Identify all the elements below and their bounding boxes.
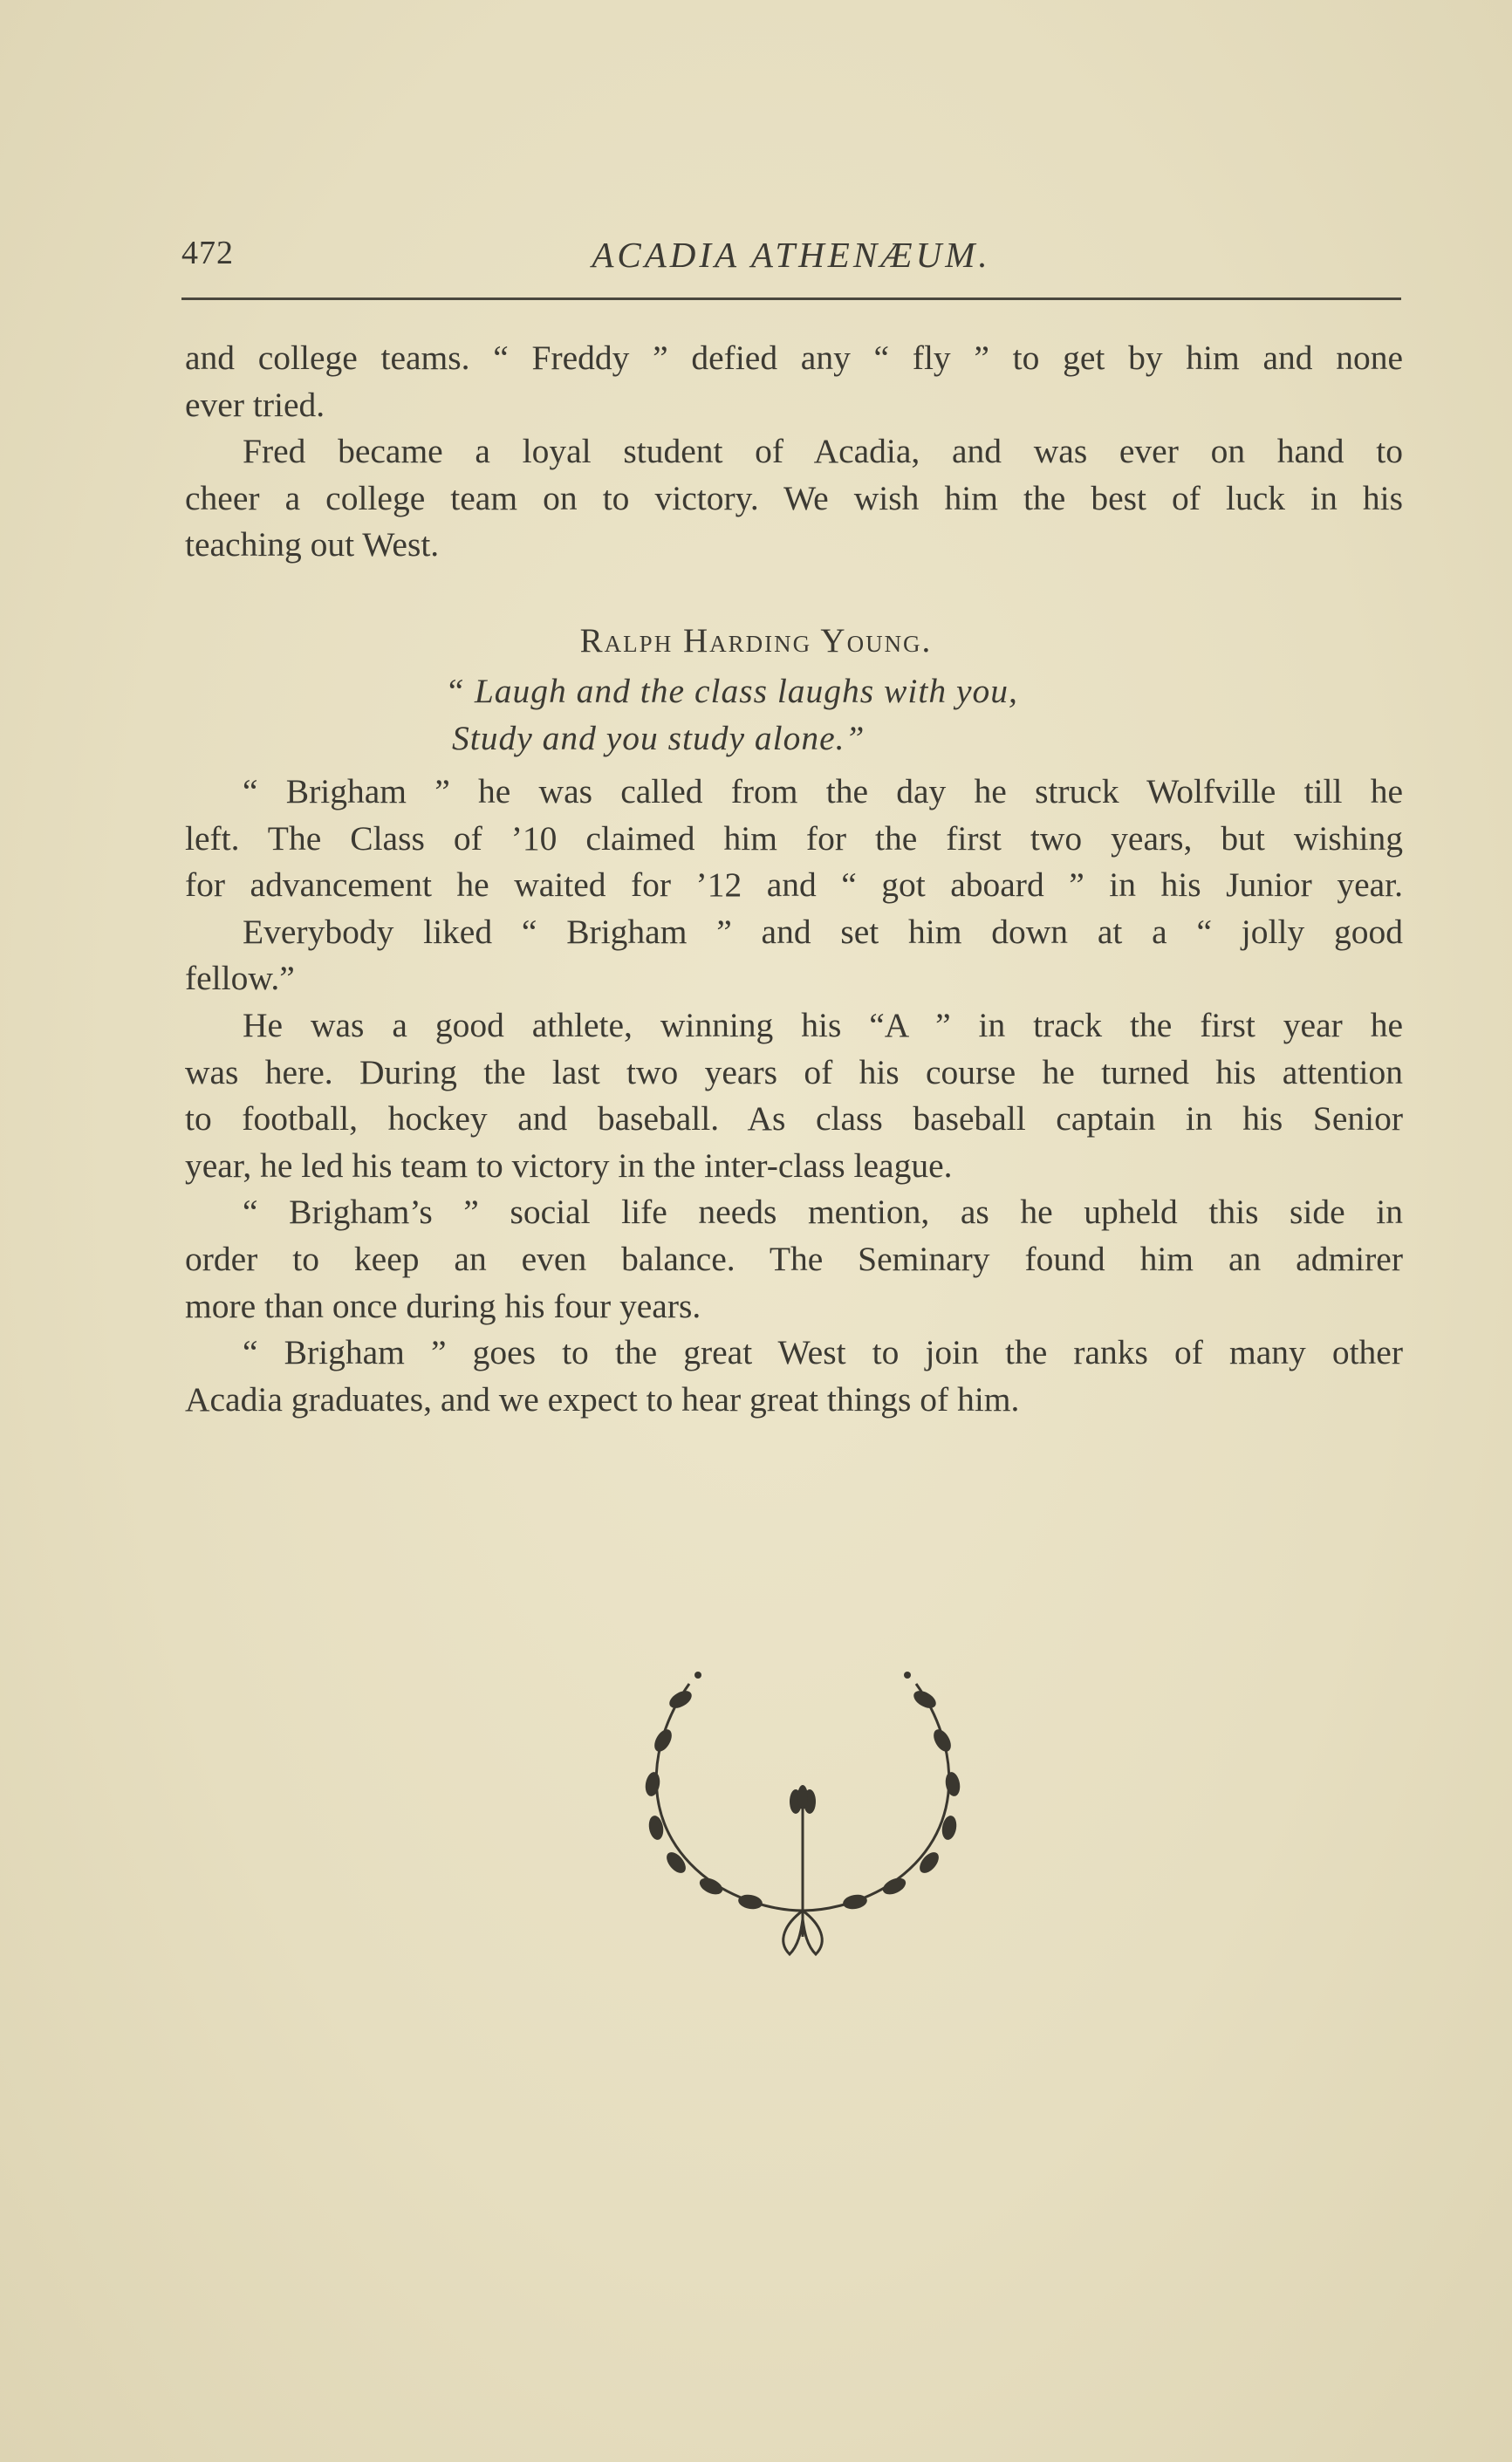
header-rule <box>181 297 1401 300</box>
text-line: to football, hockey and baseball. As class baseball captain in his Senior <box>185 1099 1403 1139</box>
text-line: cheer a college team on to victory. We wish him the best of luck in his <box>185 478 1403 517</box>
text-line: fellow.” <box>185 959 295 998</box>
text-line: and college teams. “ Freddy ” defied any “ fly ” to get by him and none <box>185 339 1403 377</box>
text-line: teaching out West. <box>185 525 440 564</box>
text-line: left. The Class of ’10 claimed him for the first two years, but wishing <box>185 818 1403 858</box>
text-line: “ Brigham ” he was called from the day he struck Wolfville till he <box>243 772 1403 810</box>
text-line: “ Brigham ” goes to the great West to join the ranks of many other <box>243 1333 1403 1372</box>
section-heading: Ralph Harding Young. <box>579 622 933 660</box>
text-line: year, he led his team to victory in the inter-class league. <box>185 1146 953 1185</box>
continuation-text <box>185 335 1403 569</box>
text-line: for advancement he waited for ’12 and “ got aboard ” in his Junior year. <box>185 865 1403 905</box>
laurel-wreath-icon <box>611 1658 995 1972</box>
running-head <box>181 234 1401 286</box>
text-line: order to keep an even balance. The Seminary found him an admirer <box>185 1239 1403 1278</box>
epigraph-line: Study and you study alone.” <box>452 718 865 757</box>
page-number: 472 <box>181 235 234 271</box>
text-line: He was a good athlete, winning his “A ” in track the first year he <box>243 1005 1403 1044</box>
epigraph <box>445 668 1018 762</box>
text-line: Fred became a loyal student of Acadia, and was ever on hand to <box>243 432 1403 471</box>
epigraph-line: “ Laugh and the class laughs with you, <box>445 672 1018 710</box>
text-line: was here. During the last two years of his course he turned his attention <box>185 1052 1403 1091</box>
biography-text <box>185 769 1403 1423</box>
text-line: more than once during his four years. <box>185 1286 701 1325</box>
text-line: “ Brigham’s ” social life needs mention, as he upheld this side in <box>243 1193 1403 1232</box>
text-line: Acadia graduates, and we expect to hear great things of him. <box>185 1379 1020 1419</box>
text-line: Everybody liked “ Brigham ” and set him down at a “ jolly good <box>243 912 1403 951</box>
text-line: ever tried. <box>185 385 325 424</box>
journal-title: ACADIA ATHENÆUM. <box>592 235 991 275</box>
